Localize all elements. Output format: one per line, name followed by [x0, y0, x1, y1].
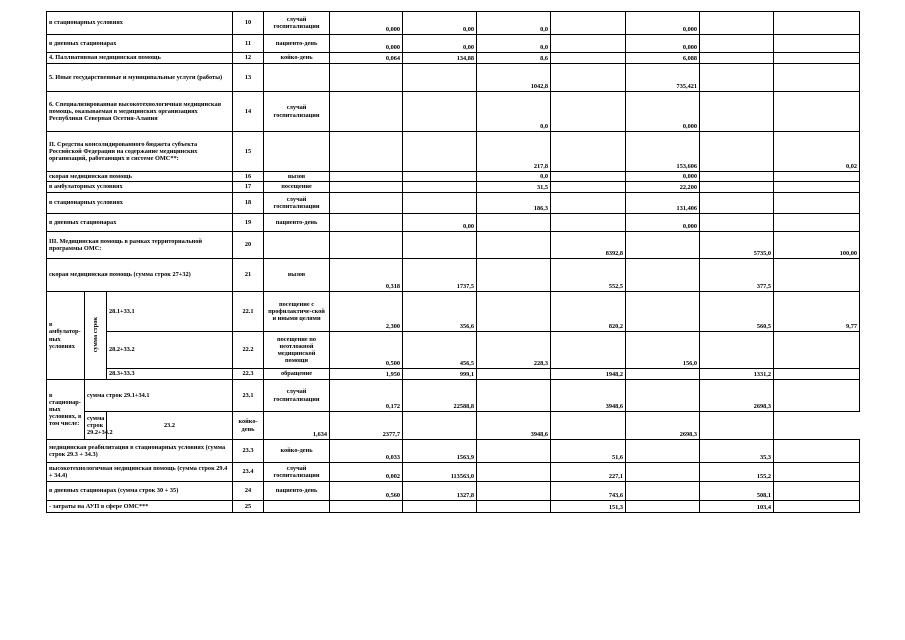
value-cell: 0,560	[330, 482, 403, 501]
table-row	[47, 440, 860, 463]
value-cell	[774, 92, 860, 132]
value-cell	[551, 92, 626, 132]
value-cell: 0,064	[330, 53, 403, 64]
row-number: 24	[233, 482, 264, 501]
value-cell: 100,00	[774, 232, 860, 259]
row-number: 14	[233, 92, 264, 132]
value-cell: 0,00	[403, 12, 477, 35]
value-cell: 0,000	[626, 172, 700, 182]
value-cell	[330, 501, 403, 513]
value-cell: 560,5	[700, 292, 774, 332]
value-cell	[403, 182, 477, 193]
value-cell	[403, 193, 477, 214]
value-cell	[330, 214, 403, 232]
value-cell: 22588,8	[403, 380, 477, 412]
row-number: 17	[233, 182, 264, 193]
value-cell	[700, 172, 774, 182]
group-label: в стационар-ных условиях, в том числе:	[47, 380, 85, 440]
unit-cell: пациенто-день	[264, 35, 330, 53]
row-label: 28.1+33.1	[107, 292, 233, 332]
unit-cell: посещение с профилактиче-ской и иными целями	[264, 292, 330, 332]
value-cell: 456,5	[403, 332, 477, 369]
table-row	[47, 214, 860, 232]
value-cell	[626, 292, 700, 332]
value-cell: 735,421	[626, 64, 700, 92]
unit-cell: койко-день	[233, 412, 264, 440]
value-cell: 0,0	[477, 35, 551, 53]
value-cell: 0,0	[477, 12, 551, 35]
value-cell	[626, 232, 700, 259]
unit-cell: вызов	[264, 259, 330, 292]
row-label: в дневных стационарах	[47, 214, 233, 232]
row-label: III. Медицинская помощь в рамках территориальной программы ОМС:	[47, 232, 233, 259]
value-cell	[700, 332, 774, 369]
value-cell: 0,000	[330, 35, 403, 53]
value-cell: 0,000	[626, 12, 700, 35]
row-number: 22.1	[233, 292, 264, 332]
unit-cell: случай госпитализации	[264, 92, 330, 132]
table-row	[47, 92, 860, 132]
value-cell	[330, 182, 403, 193]
row-label: скорая медицинская помощь (сумма строк 27+32)	[47, 259, 233, 292]
value-cell: 2377,7	[330, 412, 403, 440]
value-cell	[477, 292, 551, 332]
row-number: 23.1	[233, 380, 264, 412]
value-cell: 2698,3	[626, 412, 700, 440]
value-cell	[700, 53, 774, 64]
value-cell	[774, 64, 860, 92]
value-cell: 186,3	[477, 193, 551, 214]
value-cell	[551, 412, 626, 440]
value-cell	[551, 182, 626, 193]
value-cell	[477, 369, 551, 380]
value-cell: 155,2	[700, 463, 774, 482]
row-number: 10	[233, 12, 264, 35]
value-cell	[477, 232, 551, 259]
data-table	[46, 11, 860, 513]
value-cell: 999,1	[403, 369, 477, 380]
value-cell	[626, 482, 700, 501]
value-cell: 0,0	[477, 92, 551, 132]
value-cell	[700, 64, 774, 92]
unit-cell	[264, 501, 330, 513]
unit-cell: вызов	[264, 172, 330, 182]
value-cell	[477, 440, 551, 463]
value-cell	[477, 501, 551, 513]
table-row	[47, 332, 860, 369]
value-cell: 103,4	[700, 501, 774, 513]
value-cell: 0,500	[330, 332, 403, 369]
value-cell	[403, 501, 477, 513]
row-label: в амбулаторных условиях	[47, 182, 233, 193]
row-number: 23.3	[233, 440, 264, 463]
value-cell: 0,172	[330, 380, 403, 412]
value-cell: 0,00	[403, 35, 477, 53]
value-cell	[403, 412, 477, 440]
value-cell: 151,3	[551, 501, 626, 513]
row-number: 16	[233, 172, 264, 182]
value-cell	[551, 193, 626, 214]
row-number: 20	[233, 232, 264, 259]
value-cell	[477, 259, 551, 292]
unit-cell: койко-день	[264, 440, 330, 463]
value-cell	[700, 193, 774, 214]
row-label: 28.3+33.3	[107, 369, 233, 380]
table-row	[47, 259, 860, 292]
row-label: скорая медицинская помощь	[47, 172, 233, 182]
value-cell	[774, 193, 860, 214]
value-cell	[626, 259, 700, 292]
value-cell	[477, 214, 551, 232]
table-row	[47, 232, 860, 259]
row-number: 12	[233, 53, 264, 64]
unit-cell: посещение по неотложной медицинской помощи	[264, 332, 330, 369]
unit-cell	[264, 64, 330, 92]
value-cell	[700, 92, 774, 132]
table-row	[47, 12, 860, 35]
row-label: 28.2+33.2	[107, 332, 233, 369]
row-label: 6. Специализированная высокотехнологичная медицинская помощь, оказываемая в медицинских организациях Республики Северная Осетия-Алания	[47, 92, 233, 132]
table-row	[47, 380, 860, 412]
value-cell: 3948,6	[477, 412, 551, 440]
value-cell: 0,000	[626, 35, 700, 53]
table-row	[47, 369, 860, 380]
value-cell	[477, 463, 551, 482]
row-number: 25	[233, 501, 264, 513]
value-cell	[774, 332, 860, 369]
value-cell	[774, 172, 860, 182]
value-cell	[551, 132, 626, 172]
row-number: 19	[233, 214, 264, 232]
table-row	[47, 501, 860, 513]
unit-cell: посещение	[264, 182, 330, 193]
value-cell: 743,6	[551, 482, 626, 501]
value-cell: 0,002	[330, 463, 403, 482]
value-cell	[774, 182, 860, 193]
row-number: 23.2	[107, 412, 233, 440]
value-cell	[626, 501, 700, 513]
row-number: 18	[233, 193, 264, 214]
value-cell	[700, 214, 774, 232]
table-row	[47, 35, 860, 53]
table-row	[47, 172, 860, 182]
value-cell	[551, 53, 626, 64]
unit-cell	[264, 132, 330, 172]
value-cell: 3948,6	[551, 380, 626, 412]
value-cell: 8,6	[477, 53, 551, 64]
value-cell: 0,000	[626, 92, 700, 132]
value-cell	[330, 172, 403, 182]
value-cell	[774, 463, 860, 482]
value-cell	[774, 482, 860, 501]
unit-cell: пациенто-день	[264, 482, 330, 501]
value-cell: 22,200	[626, 182, 700, 193]
value-cell	[551, 35, 626, 53]
unit-cell: случай госпитализации	[264, 12, 330, 35]
row-label: 5. Иные государственные и муниципальные услуги (работы)	[47, 64, 233, 92]
vertical-label	[85, 292, 107, 380]
value-cell	[330, 193, 403, 214]
value-cell	[403, 132, 477, 172]
value-cell: 6,088	[626, 53, 700, 64]
value-cell	[403, 172, 477, 182]
value-cell	[700, 35, 774, 53]
value-cell: 131,406	[626, 193, 700, 214]
value-cell	[403, 64, 477, 92]
value-cell	[330, 232, 403, 259]
table-row	[47, 193, 860, 214]
value-cell: 1,634	[264, 412, 330, 440]
row-number: 13	[233, 64, 264, 92]
value-cell: 0,0	[477, 172, 551, 182]
value-cell: 1331,2	[700, 369, 774, 380]
value-cell: 2,300	[330, 292, 403, 332]
value-cell	[700, 132, 774, 172]
value-cell: 35,3	[700, 440, 774, 463]
row-label: медицинская реабилитация в стационарных условиях (сумма строк 29.3 + 34.3)	[47, 440, 233, 463]
value-cell: 8392,8	[551, 232, 626, 259]
table-row	[47, 412, 860, 440]
unit-cell: пациенто-день	[264, 214, 330, 232]
value-cell	[626, 380, 700, 412]
value-cell	[700, 182, 774, 193]
value-cell	[774, 259, 860, 292]
value-cell: 0,318	[330, 259, 403, 292]
row-number: 21	[233, 259, 264, 292]
row-label: сумма строк 29.1+34.1	[85, 380, 233, 412]
value-cell: 217,8	[477, 132, 551, 172]
value-cell: 1327,8	[403, 482, 477, 501]
value-cell: 31,5	[477, 182, 551, 193]
value-cell: 5735,0	[700, 232, 774, 259]
value-cell	[330, 64, 403, 92]
value-cell	[551, 12, 626, 35]
value-cell	[477, 380, 551, 412]
value-cell: 1042,8	[477, 64, 551, 92]
value-cell	[774, 440, 860, 463]
value-cell	[551, 172, 626, 182]
value-cell	[774, 501, 860, 513]
value-cell: 0,00	[403, 214, 477, 232]
value-cell	[626, 463, 700, 482]
value-cell	[774, 380, 860, 412]
value-cell: 1737,5	[403, 259, 477, 292]
value-cell	[477, 482, 551, 501]
value-cell: 227,1	[551, 463, 626, 482]
value-cell: 228,3	[477, 332, 551, 369]
value-cell	[403, 92, 477, 132]
value-cell: 1948,2	[551, 369, 626, 380]
value-cell	[700, 12, 774, 35]
table-row	[47, 132, 860, 172]
unit-cell	[264, 232, 330, 259]
table-row	[47, 463, 860, 482]
row-label: в дневных стационарах	[47, 35, 233, 53]
value-cell: 2698,3	[700, 380, 774, 412]
row-label: в дневных стационарах (сумма строк 30 + 35)	[47, 482, 233, 501]
value-cell	[626, 369, 700, 380]
row-label: в стационарных условиях	[47, 12, 233, 35]
table-row	[47, 482, 860, 501]
row-number: 15	[233, 132, 264, 172]
row-label: высокотехнологичная медицинская помощь (сумма строк 29.4 + 34.4)	[47, 463, 233, 482]
value-cell: 0,033	[330, 440, 403, 463]
value-cell	[774, 53, 860, 64]
value-cell	[551, 332, 626, 369]
value-cell	[774, 12, 860, 35]
value-cell: 356,6	[403, 292, 477, 332]
row-number: 22.3	[233, 369, 264, 380]
value-cell: 508,1	[700, 482, 774, 501]
value-cell: 153,606	[626, 132, 700, 172]
group-label: в амбулатор-ных условиях	[47, 292, 85, 380]
value-cell: 156,0	[626, 332, 700, 369]
value-cell: 820,2	[551, 292, 626, 332]
value-cell	[330, 132, 403, 172]
value-cell	[626, 440, 700, 463]
unit-cell: обращение	[264, 369, 330, 380]
value-cell: 377,5	[700, 259, 774, 292]
value-cell	[774, 214, 860, 232]
value-cell	[700, 412, 774, 440]
value-cell: 51,6	[551, 440, 626, 463]
value-cell	[774, 369, 860, 380]
value-cell	[330, 92, 403, 132]
value-cell: 9,77	[774, 292, 860, 332]
value-cell: 1563,9	[403, 440, 477, 463]
value-cell: 1,950	[330, 369, 403, 380]
unit-cell: койко-день	[264, 53, 330, 64]
row-number: 22.2	[233, 332, 264, 369]
value-cell	[551, 64, 626, 92]
table-row	[47, 182, 860, 193]
value-cell	[403, 232, 477, 259]
vertical-text: сумма строк	[91, 316, 99, 353]
unit-cell: случай госпитализации	[264, 193, 330, 214]
value-cell: 134,88	[403, 53, 477, 64]
row-number: 11	[233, 35, 264, 53]
value-cell	[774, 35, 860, 53]
unit-cell: случай госпитализации	[264, 380, 330, 412]
value-cell: 0,000	[330, 12, 403, 35]
table-row	[47, 53, 860, 64]
value-cell: 0,02	[774, 132, 860, 172]
value-cell: 552,5	[551, 259, 626, 292]
row-label: сумма строк 29.2+34.2	[85, 412, 107, 440]
table-row	[47, 64, 860, 92]
row-label: 4. Паллиативная медицинская помощь	[47, 53, 233, 64]
value-cell: 0,000	[626, 214, 700, 232]
unit-cell: случай госпитализации	[264, 463, 330, 482]
row-label: - затраты на АУП в сфере ОМС***	[47, 501, 233, 513]
row-label: в стационарных условиях	[47, 193, 233, 214]
row-label: II. Средства консолидированного бюджета субъекта Российской Федерации на содержание медицинских организаций, работающих в системе ОМС**:	[47, 132, 233, 172]
table-row	[47, 292, 860, 332]
value-cell	[551, 214, 626, 232]
value-cell: 113563,0	[403, 463, 477, 482]
row-number: 23.4	[233, 463, 264, 482]
